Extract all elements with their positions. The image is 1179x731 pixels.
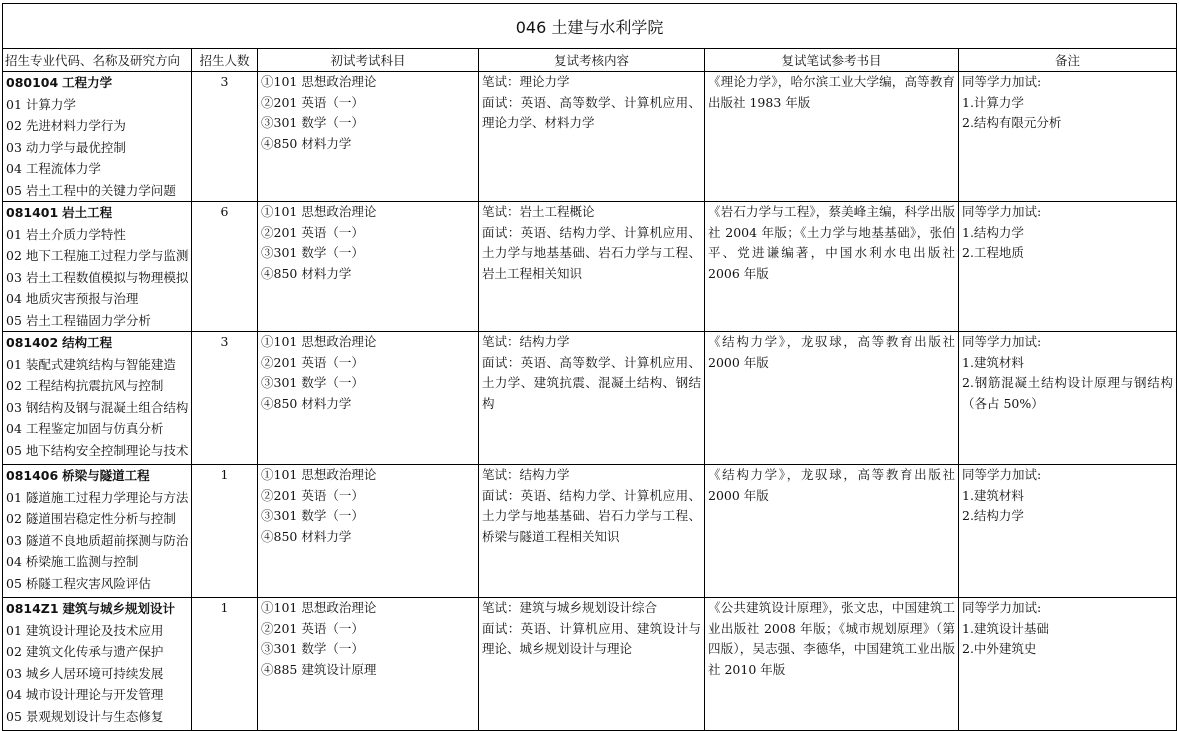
retest-content-cell [479, 72, 705, 202]
exam-subjects-cell [258, 598, 479, 731]
note-item: 1.建筑材料 [962, 354, 1024, 370]
major-name: 岩土工程 [62, 205, 113, 220]
enrollment-count: 3 [192, 72, 258, 202]
exam-subjects-cell [258, 465, 479, 598]
note-item: 同等学力加试: [962, 600, 1042, 615]
notes-cell [959, 202, 1177, 332]
enrollment-count: 3 [192, 332, 258, 465]
major-cell [3, 202, 192, 332]
note-item: 同等学力加试: [962, 334, 1042, 349]
retest-content-cell [479, 465, 705, 598]
research-direction: 05 岩土工程锚固力学分析 [6, 312, 151, 328]
exam-subject: ②201 英语（一） [261, 354, 364, 370]
major-code: 081406 [6, 468, 59, 483]
reference-books: 《理论力学》，哈尔滨工业大学编，高等教育出版社 1983 年版 [708, 74, 955, 110]
retest-item: 面试：英语、高等数学、计算机应用、土力学、建筑抗震、混凝土结构、钢结构 [482, 354, 701, 411]
research-direction: 02 先进材料力学行为 [6, 118, 126, 133]
exam-subject: ①101 思想政治理论 [261, 74, 377, 89]
notes-cell [959, 332, 1177, 465]
note-item: 同等学力加试: [962, 204, 1042, 219]
admissions-table [2, 3, 1177, 731]
header-count: 招生人数 [192, 49, 258, 72]
header-major: 招生专业代码、名称及研究方向 [3, 49, 192, 72]
notes-cell [959, 598, 1177, 731]
exam-subject: ①101 思想政治理论 [261, 334, 377, 349]
research-direction: 05 景观规划设计与生态修复 [6, 708, 164, 724]
note-item: 1.结构力学 [962, 224, 1024, 240]
exam-subjects-cell [258, 332, 479, 465]
exam-subject: ①101 思想政治理论 [261, 204, 377, 219]
table-row [3, 465, 1177, 598]
major-code: 081401 [6, 205, 59, 220]
major-name: 结构工程 [62, 335, 113, 350]
research-direction: 01 隧道施工过程力学理论与方法 [6, 489, 189, 505]
exam-subject: ②201 英语（一） [261, 620, 364, 636]
enrollment-count: 1 [192, 465, 258, 598]
table-title: 046 土建与水利学院 [3, 4, 1177, 49]
enrollment-count: 6 [192, 202, 258, 332]
table-row [3, 72, 1177, 202]
note-item: 1.建筑设计基础 [962, 620, 1049, 636]
note-item: 2.中外建筑史 [962, 641, 1037, 656]
reference-books: 《岩石力学与工程》，蔡美峰主编，科学出版社 2004 年版；《土力学与地基基础》，张伯平、党进谦编著，中国水利水电出版社 2006 年版 [708, 204, 955, 281]
retest-content-cell [479, 332, 705, 465]
research-direction: 03 钢结构及钢与混凝土组合结构 [6, 399, 189, 415]
reference-books-cell [705, 202, 959, 332]
major-heading [6, 202, 188, 224]
major-name: 桥梁与隧道工程 [62, 468, 150, 483]
research-direction: 03 城乡人居环境可持续发展 [6, 665, 164, 681]
reference-books-cell [705, 332, 959, 465]
enrollment-count: 1 [192, 598, 258, 731]
major-cell [3, 598, 192, 731]
retest-item: 笔试：结构力学 [482, 467, 570, 482]
retest-content-cell [479, 598, 705, 731]
major-cell [3, 465, 192, 598]
research-direction: 04 城市设计理论与开发管理 [6, 687, 164, 702]
exam-subject: ③301 数学（一） [261, 641, 364, 656]
exam-subjects-cell [258, 202, 479, 332]
reference-books: 《结构力学》，龙驭球，高等教育出版社 2000 年版 [708, 334, 955, 370]
exam-subject: ②201 英语（一） [261, 224, 364, 240]
reference-books-cell [705, 465, 959, 598]
note-item: 同等学力加试: [962, 74, 1042, 89]
note-item: 2.结构力学 [962, 508, 1024, 523]
notes-cell [959, 465, 1177, 598]
exam-subject: ④850 材料力学 [261, 265, 352, 281]
research-direction: 02 建筑文化传承与遗产保护 [6, 644, 164, 659]
research-direction: 01 装配式建筑结构与智能建造 [6, 356, 176, 372]
exam-subject: ③301 数学（一） [261, 115, 364, 130]
note-item: 2.工程地质 [962, 245, 1024, 260]
retest-item: 面试：英语、结构力学、计算机应用、土力学与地基基础、岩石力学与工程、桥梁与隧道工程相关知识 [482, 487, 701, 544]
header-retest: 复试考核内容 [479, 49, 705, 72]
research-direction: 04 桥梁施工监测与控制 [6, 554, 139, 569]
exam-subject: ③301 数学（一） [261, 245, 364, 260]
major-name: 工程力学 [62, 75, 113, 90]
major-heading [6, 72, 188, 94]
research-direction: 01 岩土介质力学特性 [6, 226, 126, 242]
note-item: 2.钢筋混凝土结构设计原理与钢结构（各占 50%） [962, 375, 1174, 411]
note-item: 同等学力加试: [962, 467, 1042, 482]
reference-books: 《结构力学》，龙驭球，高等教育出版社 2000 年版 [708, 467, 955, 503]
note-item: 1.计算力学 [962, 94, 1024, 110]
major-code: 081402 [6, 335, 59, 350]
exam-subjects-cell [258, 72, 479, 202]
retest-item: 笔试：建筑与城乡规划设计综合 [482, 600, 658, 615]
research-direction: 02 工程结构抗震抗风与控制 [6, 378, 164, 393]
exam-subject: ①101 思想政治理论 [261, 600, 377, 615]
research-direction: 01 计算力学 [6, 96, 76, 112]
retest-content-cell [479, 202, 705, 332]
retest-item: 面试：英语、高等数学、计算机应用、理论力学、材料力学 [482, 94, 701, 130]
research-direction: 02 隧道围岩稳定性分析与控制 [6, 511, 176, 526]
exam-subject: ③301 数学（一） [261, 508, 364, 523]
header-books: 复试笔试参考书目 [705, 49, 959, 72]
research-direction: 01 建筑设计理论及技术应用 [6, 622, 164, 638]
exam-subject: ③301 数学（一） [261, 375, 364, 390]
reference-books-cell [705, 72, 959, 202]
major-code: 0814Z1 [6, 601, 59, 616]
reference-books-cell [705, 598, 959, 731]
exam-subject: ④885 建筑设计原理 [261, 661, 377, 677]
major-name: 建筑与城乡规划设计 [62, 601, 176, 616]
research-direction: 03 岩土工程数值模拟与物理模拟 [6, 269, 189, 285]
table-row [3, 202, 1177, 332]
note-item: 2.结构有限元分析 [962, 115, 1062, 130]
table-row [3, 332, 1177, 465]
exam-subject: ④850 材料力学 [261, 135, 352, 151]
exam-subject: ②201 英语（一） [261, 487, 364, 503]
retest-item: 面试：英语、结构力学、计算机应用、土力学与地基基础、岩石力学与工程、岩土工程相关知识 [482, 224, 701, 281]
header-notes: 备注 [959, 49, 1177, 72]
exam-subject: ①101 思想政治理论 [261, 467, 377, 482]
major-heading [6, 465, 188, 487]
major-cell [3, 72, 192, 202]
research-direction: 03 隧道不良地质超前探测与防治 [6, 532, 189, 548]
research-direction: 03 动力学与最优控制 [6, 139, 126, 155]
retest-item: 笔试：岩土工程概论 [482, 204, 595, 219]
research-direction: 02 地下工程施工过程力学与监测 [6, 248, 189, 263]
major-heading [6, 332, 188, 354]
research-direction: 04 地质灾害预报与治理 [6, 291, 139, 306]
research-direction: 05 地下结构安全控制理论与技术 [6, 442, 189, 458]
notes-cell [959, 72, 1177, 202]
header-subjects: 初试考试科目 [258, 49, 479, 72]
major-code: 080104 [6, 75, 59, 90]
research-direction: 05 桥隧工程灾害风险评估 [6, 575, 151, 591]
exam-subject: ④850 材料力学 [261, 528, 352, 544]
major-cell [3, 332, 192, 465]
research-direction: 04 工程流体力学 [6, 161, 101, 176]
table-row [3, 598, 1177, 731]
exam-subject: ④850 材料力学 [261, 395, 352, 411]
exam-subject: ②201 英语（一） [261, 94, 364, 110]
retest-item: 笔试：结构力学 [482, 334, 570, 349]
major-heading [6, 598, 188, 620]
reference-books: 《公共建筑设计原理》，张文忠，中国建筑工业出版社 2008 年版；《城市规划原理》（第四版），吴志强、李德华，中国建筑工业出版社 2010 年版 [708, 600, 955, 677]
research-direction: 05 岩土工程中的关键力学问题 [6, 182, 176, 198]
research-direction: 04 工程鉴定加固与仿真分析 [6, 421, 164, 436]
retest-item: 笔试：理论力学 [482, 74, 570, 89]
retest-item: 面试：英语、计算机应用、建筑设计与理论、城乡规划设计与理论 [482, 620, 701, 656]
note-item: 1.建筑材料 [962, 487, 1024, 503]
